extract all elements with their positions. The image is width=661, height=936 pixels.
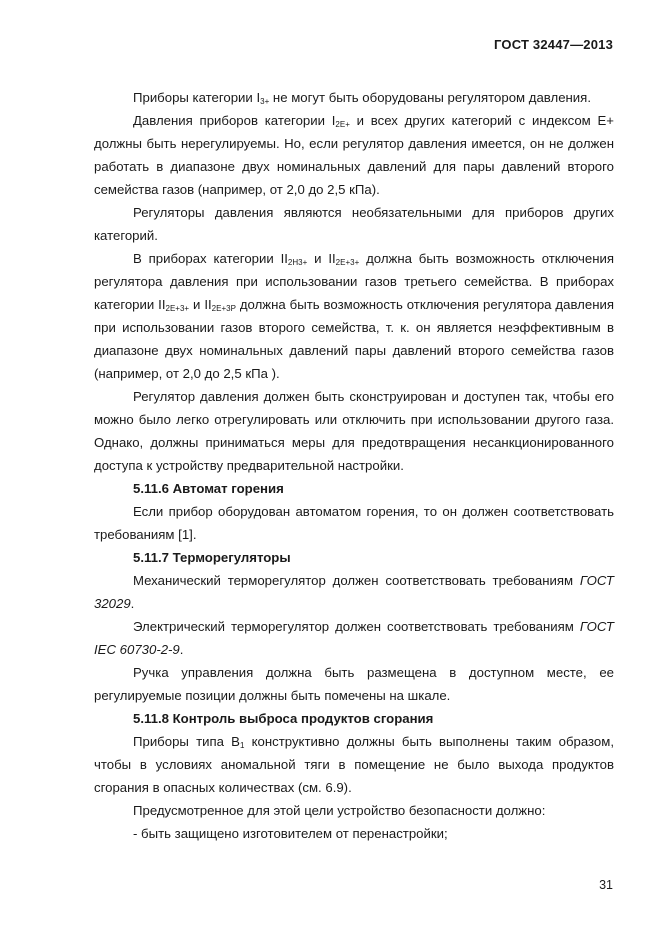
paragraph: В приборах категории $II_{2H3+}$ и $II_{2E+3+}$ должна быть возможность отключения регулятора давления при использовании газов третьего семейства. В приборах категории $II_{2E+3+}$ и $II_{2E+3P}$ должна быть возможность отключения регулятора давления при использовании газов второго семейства, т. к. он является неэффективным в диапазоне двух номинальных давлений пары давлений второго семейства газов (например, от 2,0 до 2,5 кПа ).	[94, 251, 614, 381]
section-heading: 5.11.6 Автомат горения	[133, 481, 284, 496]
paragraph: Механический терморегулятор должен соответствовать требованиям ГОСТ 32029.	[94, 573, 614, 611]
paragraph: Регулятор давления должен быть сконструирован и доступен так, чтобы его можно было легко отрегулировать или отключить при использовании другого газа. Однако, должны приниматься меры для предотвращения несанкционированного доступа к устройству предварительной настройки.	[94, 389, 614, 473]
paragraph: Электрический терморегулятор должен соответствовать требованиям ГОСТ IEC 60730-2-9.	[94, 619, 614, 657]
paragraph: Давления приборов категории $I_{2E+}$ и всех других категорий с индексом E+ должны быть нерегулируемы. Но, если регулятор давления имеется, он не должен работать в диапазоне двух номинальных давлений для пары давлений второго семейства газов (например, от 2,0 до 2,5 кПа).	[94, 113, 614, 197]
paragraph: Если прибор оборудован автоматом горения, то он должен соответствовать требованиям [1].	[94, 504, 614, 542]
page-body	[94, 86, 614, 845]
standard-reference: ГОСТ 32029	[94, 573, 614, 611]
page-number: 31	[599, 878, 613, 892]
paragraph: Приборы категории $I_{3+}$ не могут быть оборудованы регулятором давления.	[133, 90, 591, 106]
standard-reference: ГОСТ IEC 60730-2-9	[94, 619, 614, 657]
paragraph: Предусмотренное для этой цели устройство безопасности должно:	[133, 803, 546, 818]
document-header: ГОСТ 32447—2013	[494, 37, 613, 52]
paragraph: Регуляторы давления являются необязательными для приборов других категорий.	[94, 205, 614, 243]
section-heading: 5.11.7 Терморегуляторы	[133, 550, 291, 565]
paragraph: Приборы типа $В_1$ конструктивно должны быть выполнены таким образом, чтобы в условиях аномальной тяги в помещение не было выхода продуктов сгорания в опасных количествах (см. 6.9).	[94, 734, 614, 795]
section-heading: 5.11.8 Контроль выброса продуктов сгорания	[133, 711, 434, 726]
list-item: - быть защищено изготовителем от перенастройки;	[133, 826, 448, 841]
paragraph: Ручка управления должна быть размещена в доступном месте, ее регулируемые позиции должны быть помечены на шкале.	[94, 665, 614, 703]
